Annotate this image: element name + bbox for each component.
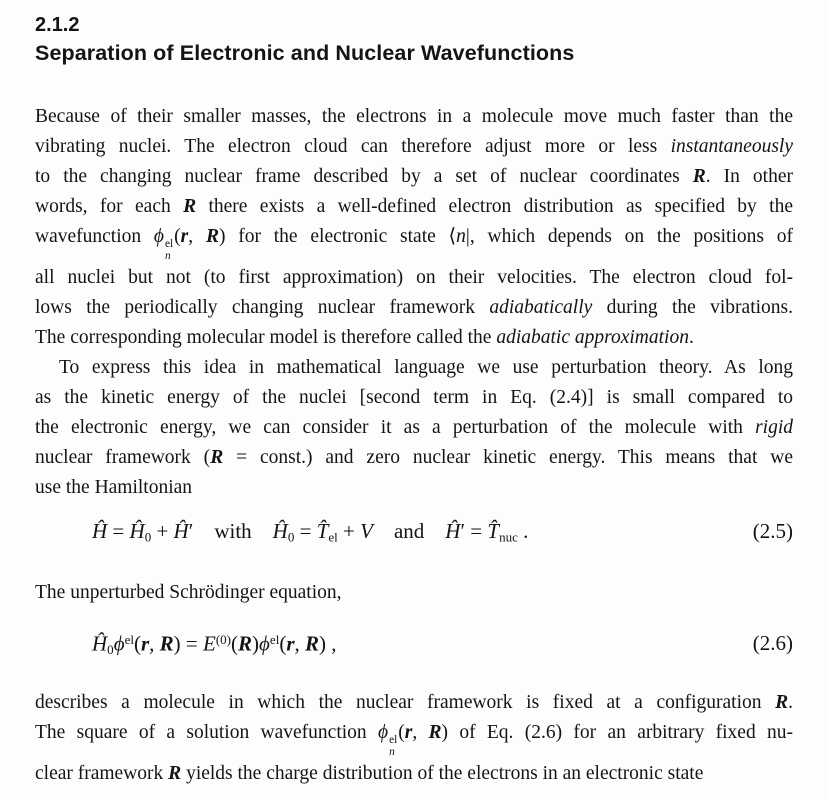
text-segment: nuclear framework ( [35,447,211,469]
text-line [35,353,793,383]
text-segment: Ĥ [92,631,108,656]
text-segment [389,735,397,759]
text-segment: . [517,519,529,544]
text-segment: ( [231,631,239,656]
text-line [35,263,793,293]
text-line [35,688,793,718]
text-segment: 0 [144,529,152,545]
text-segment: instantaneously [670,136,793,157]
text-segment: all nuclei but not (to first approximation) on their velocities. The electron cloud fol- [35,267,793,289]
text-segment: R [428,721,442,743]
text-segment: Because of their smaller masses, the electrons in a molecule move much faster than the [35,106,793,127]
text-segment: r [140,631,150,656]
text-segment: el [269,631,280,647]
equation-2-5-body [92,511,528,558]
equation-2-6-number: (2.6) [752,631,793,656]
text-segment: rigid [755,417,793,439]
text-segment: , [412,721,429,743]
equation-2-6-body [92,620,337,670]
text-segment: Ĥ [92,519,108,544]
text-line [35,162,793,192]
paragraph-1 [35,102,793,353]
text-segment: el [124,631,134,647]
text-segment: ) for the electronic state ⟨ [218,226,457,247]
text-segment: yields the charge distribution of the electrons in an electronic state [181,763,704,785]
text-segment: Ĥ [129,519,145,544]
text-line [35,323,793,353]
text-segment: R [775,691,789,713]
text-segment: nuc [499,529,518,545]
text-segment: = [294,519,317,544]
text-segment: clear framework [35,763,169,785]
schrodinger-intro-text: The unperturbed Schrödinger equation, [35,581,342,603]
text-segment: el [165,238,174,251]
text-segment: The square of a solution wavefunction [35,721,378,743]
text-segment: r [180,226,189,247]
text-segment: Ĥ [445,519,461,544]
text-segment: . In other [705,166,793,187]
text-segment: = [465,519,488,544]
text-segment: words, for each [35,196,184,217]
text-segment: during the vibrations. [592,297,793,319]
text-segment: To express this idea in mathematical language we use perturbation theory. As long [59,357,793,379]
text-segment: describes a molecule in which the nuclear framework is fixed at a configuration [35,691,776,713]
text-segment: adiabatic approximation [496,327,689,349]
text-segment: = const.) and zero nuclear kinetic energy. This means that we [223,447,793,469]
text-line [35,293,793,323]
text-segment: , [294,631,306,656]
text-segment: R [238,631,253,656]
text-segment: ) = [173,631,204,656]
paragraph-3 [35,688,793,789]
text-segment: ϕ [153,226,165,247]
text-segment: = [107,519,130,544]
text-segment: adiabatically [489,297,593,319]
text-segment: el [328,529,338,545]
text-segment: ( [398,721,405,743]
text-line [35,192,793,222]
text-segment: r [404,721,413,743]
text-segment: 0 [107,641,114,657]
text-segment: ) , [319,631,337,656]
text-segment: ′ [188,519,194,544]
section-number: 2.1.2 [35,14,80,36]
paragraph-2 [35,353,793,503]
text-segment: vibrating nuclei. The electron cloud can therefore adjust more or less [35,136,671,157]
text-line [35,473,793,503]
text-line [35,718,793,759]
text-segment: use the Hamiltonian [35,477,193,499]
text-segment: ϕ [377,721,389,743]
text-line [35,102,793,132]
equation-2-6 [35,620,793,670]
text-line [35,222,793,263]
text-segment: . [788,691,793,713]
text-segment: T̂ [316,519,329,544]
text-segment: ) of Eq. (2.6) for an arbitrary fixed nu- [441,721,794,743]
text-segment: + [151,519,174,544]
text-segment: Ĥ [272,519,288,544]
text-line [35,413,793,443]
text-segment: (0) [215,631,232,647]
text-segment: . [688,327,694,349]
text-segment [165,239,173,263]
text-segment: 0 [287,529,295,545]
section-title: Separation of Electronic and Nuclear Wavefunctions [35,41,575,65]
text-segment: el [389,734,398,747]
text-segment: , [149,631,160,656]
text-line [35,383,793,413]
text-segment: R [159,631,174,656]
text-segment: n [165,250,171,263]
text-segment: Ĥ [173,519,189,544]
text-segment: R [692,166,706,187]
text-segment: ′ [460,519,466,544]
text-segment: The corresponding molecular model is therefore called the [35,327,497,349]
text-segment: R [305,631,320,656]
text-segment: ( [279,631,287,656]
equation-2-5-number: (2.5) [752,519,793,544]
text-segment: + [337,519,361,544]
text-segment: R [168,763,182,785]
text-line [35,443,793,473]
text-line [35,132,793,162]
text-segment: R [210,447,224,469]
text-segment: with [193,519,273,544]
text-segment: n [456,226,466,247]
text-segment: E [203,631,216,656]
text-segment: |, which depends on the positions of [465,226,793,247]
text-segment: , [188,226,206,247]
text-segment: the electronic energy, we can consider it as a perturbation of the molecule with [35,417,756,439]
text-segment: as the kinetic energy of the nuclei [second term in Eq. (2.4)] is small compared to [35,387,793,409]
text-segment: ϕ [259,631,270,656]
text-segment: V [360,519,373,544]
text-line [35,759,793,789]
text-segment: lows the periodically changing nuclear framework [35,297,490,319]
text-segment: R [183,196,197,217]
text-segment: ϕ [113,631,125,656]
text-segment: T̂ [487,519,500,544]
text-segment: ( [133,631,141,656]
equation-2-5 [35,511,793,558]
text-segment: R [205,226,219,247]
text-segment: ) [252,631,260,656]
text-segment: there exists a well-defined electron distribution as specified by the [196,196,793,217]
text-segment: r [286,631,295,656]
text-segment: and [372,519,446,544]
text-segment: to the changing nuclear frame described by a set of nuclear coordinates [35,166,693,187]
text-segment: n [389,746,395,759]
text-segment: wavefunction [35,226,154,247]
text-segment: ( [174,226,181,247]
